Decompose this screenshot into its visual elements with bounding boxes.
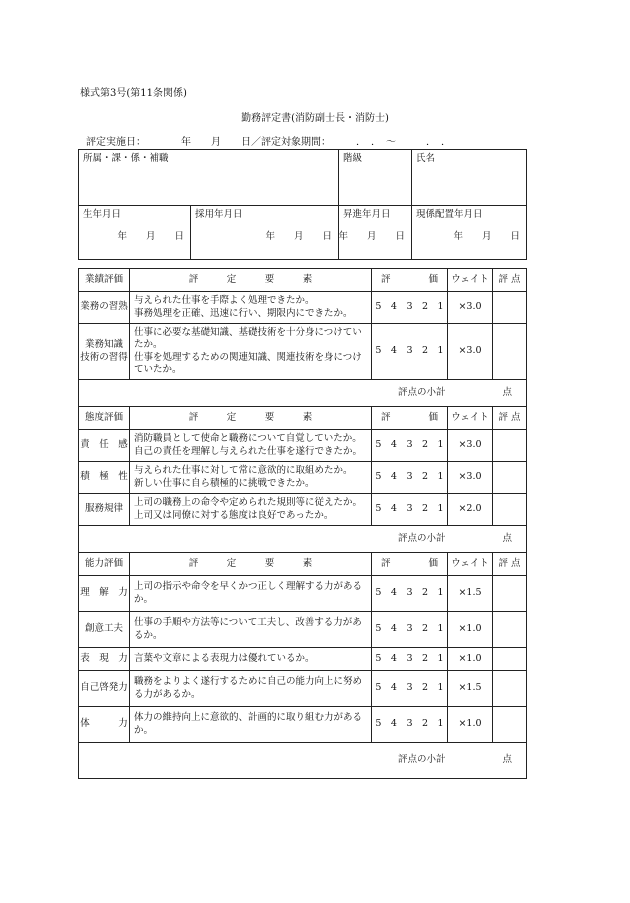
section-category: 業績評価	[79, 269, 130, 292]
birth-date-label: 生年月日	[83, 209, 122, 220]
item-description: 上司の指示や命令を早くかつ正しく理解する力があるか。	[130, 576, 372, 612]
rating-scale[interactable]: 5 4 3 2 1	[372, 462, 448, 494]
section-category: 態度評価	[79, 407, 130, 430]
rating-scale[interactable]: 5 4 3 2 1	[372, 430, 448, 462]
item-weight: ×3.0	[448, 462, 493, 494]
current-post-date-ymd: 年 月 日	[453, 230, 521, 242]
item-name: 責 任 感	[79, 430, 130, 462]
subtotal-label: 評点の小計	[397, 532, 446, 544]
column-points: 評 点	[493, 407, 527, 430]
item-weight: ×3.0	[448, 430, 493, 462]
points-cell[interactable]	[493, 324, 527, 380]
rating-scale[interactable]: 5 4 3 2 1	[372, 576, 448, 612]
item-description: 与えられた仕事を手際よく処理できたか。 事務処理を正確、迅速に行い、期限内にできたか。	[130, 292, 372, 324]
column-weight: ウェイト	[448, 269, 493, 292]
points-cell[interactable]	[493, 648, 527, 671]
section-header-performance	[79, 269, 527, 292]
table-row	[79, 494, 527, 526]
points-cell[interactable]	[493, 430, 527, 462]
personal-info-table	[78, 149, 527, 260]
hire-date-label: 採用年月日	[195, 209, 243, 220]
item-name: 業務の習熟	[79, 292, 130, 324]
rating-scale[interactable]: 5 4 3 2 1	[372, 494, 448, 526]
table-row	[79, 576, 527, 612]
table-row	[79, 324, 527, 380]
item-description: 仕事に必要な基礎知識、基礎技術を十分身につけていたか。 仕事を処理するための関連知識、関連技術を身につけていたか。	[130, 324, 372, 380]
item-weight: ×1.5	[448, 576, 493, 612]
point-unit: 点	[502, 754, 512, 766]
item-description: 上司の職務上の命令や定められた規則等に従えたか。 上司又は同僚に対する態度は良好であったか。	[130, 494, 372, 526]
hire-date-ymd: 年 月 日	[265, 230, 333, 242]
points-cell[interactable]	[493, 612, 527, 648]
rating-scale[interactable]: 5 4 3 2 1	[372, 292, 448, 324]
current-post-date-cell[interactable]	[412, 206, 527, 260]
item-weight: ×1.0	[448, 612, 493, 648]
subtotal-label: 評点の小計	[397, 754, 446, 766]
item-description: 職務をよりよく遂行するために自己の能力向上に努める力があるか。	[130, 671, 372, 707]
points-cell[interactable]	[493, 707, 527, 743]
column-points: 評 点	[493, 553, 527, 576]
item-name: 体 力	[79, 707, 130, 743]
table-row	[79, 430, 527, 462]
rank-cell[interactable]	[339, 150, 412, 206]
subtotal-row	[79, 380, 527, 407]
column-weight: ウェイト	[448, 553, 493, 576]
birth-date-cell[interactable]	[79, 206, 191, 260]
points-cell[interactable]	[493, 494, 527, 526]
points-cell[interactable]	[493, 292, 527, 324]
rating-scale[interactable]: 5 4 3 2 1	[372, 648, 448, 671]
table-row	[79, 612, 527, 648]
column-rating: 評 価	[372, 407, 448, 430]
table-row	[79, 292, 527, 324]
rank-label: 階級	[343, 153, 363, 164]
item-description: 消防職員として使命と職務について自覚していたか。 自己の責任を理解し与えられた仕事を遂行できたか。	[130, 430, 372, 462]
item-description: 体力の維持向上に意欲的、計画的に取り組む力があるか。	[130, 707, 372, 743]
promotion-date-label: 昇進年月日	[343, 209, 391, 220]
affiliation-cell[interactable]	[79, 150, 339, 206]
table-row	[79, 671, 527, 707]
rating-scale[interactable]: 5 4 3 2 1	[372, 707, 448, 743]
column-weight: ウェイト	[448, 407, 493, 430]
item-name: 服務規律	[79, 494, 130, 526]
item-weight: ×3.0	[448, 324, 493, 380]
column-element: 評 定 要 素	[130, 269, 372, 292]
affiliation-label: 所属・課・係・補職	[83, 153, 169, 164]
section-header-ability	[79, 553, 527, 576]
item-description: 仕事の手順や方法等について工夫し、改善する力があるか。	[130, 612, 372, 648]
subtotal-row	[79, 526, 527, 553]
section-header-attitude	[79, 407, 527, 430]
rating-scale[interactable]: 5 4 3 2 1	[372, 324, 448, 380]
document-title: 勤務評定書(消防副士長・消防士)	[241, 113, 389, 124]
item-name: 業務知識 技術の習得	[79, 324, 130, 380]
item-description: 言葉や文章による表現力は優れているか。	[130, 648, 372, 671]
section-category: 能力評価	[79, 553, 130, 576]
table-row	[79, 462, 527, 494]
form-number: 様式第3号(第11条関係)	[80, 88, 187, 99]
item-name: 表 現 力	[79, 648, 130, 671]
promotion-date-cell[interactable]	[339, 206, 412, 260]
column-element: 評 定 要 素	[130, 407, 372, 430]
point-unit: 点	[502, 386, 512, 398]
item-weight: ×2.0	[448, 494, 493, 526]
point-unit: 点	[502, 532, 512, 544]
item-name: 積 極 性	[79, 462, 130, 494]
name-label: 氏名	[416, 153, 436, 164]
item-name: 創意工夫	[79, 612, 130, 648]
table-row	[79, 648, 527, 671]
column-rating: 評 価	[372, 553, 448, 576]
table-row	[79, 707, 527, 743]
evaluation-date-line: 評定実施日： 年 月 日／評定対象期間： ． ． 〜 ． ．	[86, 137, 451, 148]
subtotal-row	[79, 743, 527, 779]
subtotal-label: 評点の小計	[397, 386, 446, 398]
item-description: 与えられた仕事に対して常に意欲的に取組めたか。 新しい仕事に自ら積極的に挑戦できたか。	[130, 462, 372, 494]
hire-date-cell[interactable]	[191, 206, 339, 260]
item-weight: ×1.5	[448, 671, 493, 707]
points-cell[interactable]	[493, 671, 527, 707]
evaluation-table	[78, 268, 527, 779]
item-name: 自己啓発力	[79, 671, 130, 707]
rating-scale[interactable]: 5 4 3 2 1	[372, 612, 448, 648]
points-cell[interactable]	[493, 576, 527, 612]
current-post-date-label: 現係配置年月日	[416, 209, 483, 220]
points-cell[interactable]	[493, 462, 527, 494]
item-weight: ×1.0	[448, 707, 493, 743]
rating-scale[interactable]: 5 4 3 2 1	[372, 671, 448, 707]
item-weight: ×1.0	[448, 648, 493, 671]
column-rating: 評 価	[372, 269, 448, 292]
promotion-date-ymd: 年 月 日	[338, 230, 406, 242]
item-name: 理 解 力	[79, 576, 130, 612]
name-cell[interactable]	[412, 150, 527, 206]
item-weight: ×3.0	[448, 292, 493, 324]
column-element: 評 定 要 素	[130, 553, 372, 576]
column-points: 評 点	[493, 269, 527, 292]
birth-date-ymd: 年 月 日	[117, 230, 184, 242]
